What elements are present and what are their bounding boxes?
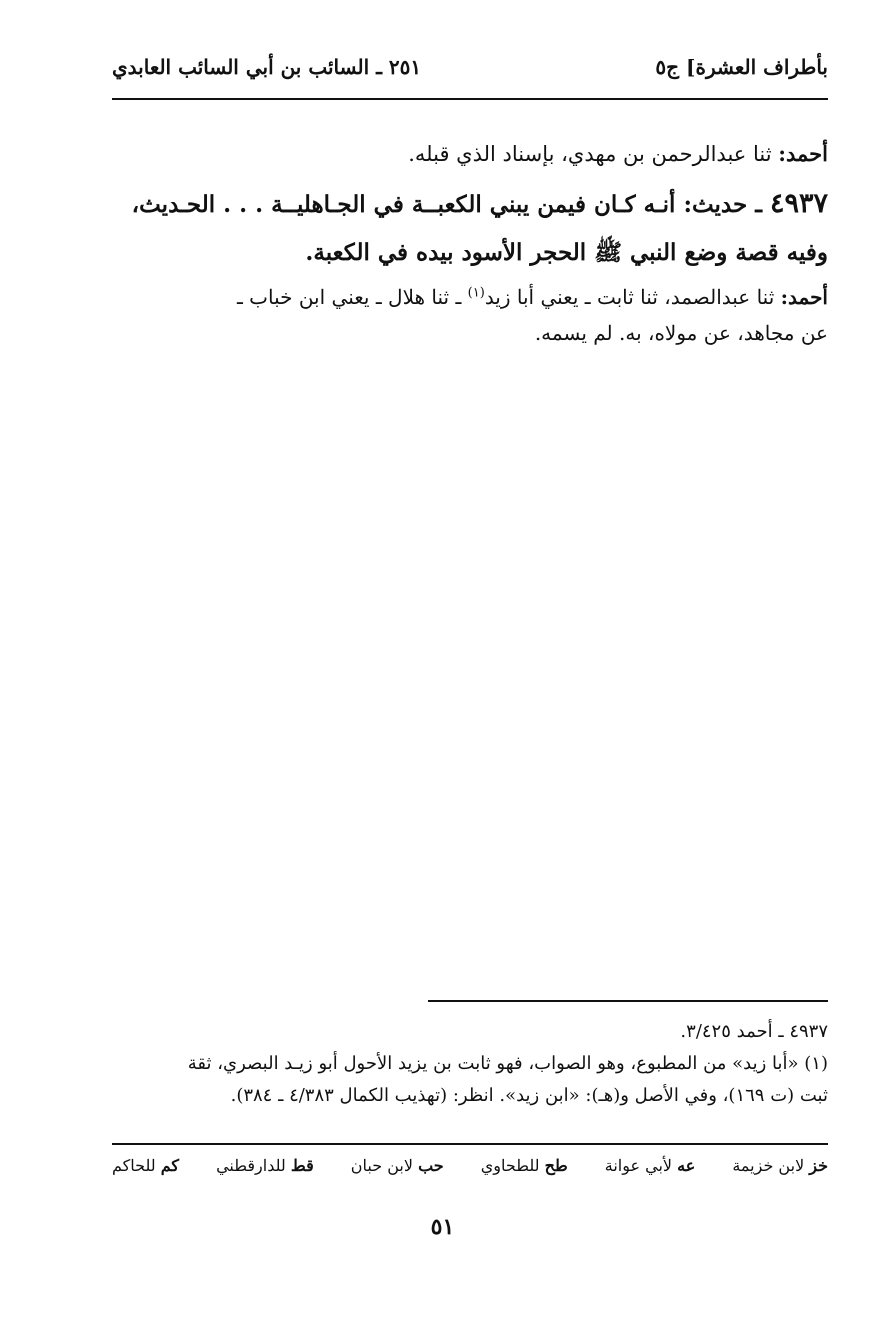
narrator-name: أحمد:	[778, 141, 828, 166]
abbrev-item: حب لابن حبان	[350, 1156, 444, 1175]
paragraph-isnad-1	[112, 136, 828, 172]
abbreviation-legend	[112, 1156, 828, 1175]
abbrev-item: خز لابن خزيمة	[732, 1156, 828, 1175]
hadith-entry	[112, 180, 828, 277]
page-number: ٥١	[430, 1214, 455, 1240]
isnad-text: ثنا عبدالرحمن بن مهدي، بإسناد الذي قبله.	[408, 142, 772, 166]
footnote-1-line1: (١) «أبا زيد» من المطبوع، وهو الصواب، فهو ثابت بن يزيد الأحول أبو زيـد البصري، ثقة	[187, 1053, 828, 1074]
header-rule	[112, 98, 828, 100]
footnote-marker[interactable]: (١)	[467, 285, 485, 301]
isnad-line1: ثنا عبدالصمد، ثنا ثابت ـ يعني أبا زيد	[484, 285, 775, 309]
footnote-separator	[428, 1000, 828, 1002]
hadith-number: ٤٩٣٧	[769, 188, 828, 219]
isnad-line2: عن مجاهد، عن مولاه، به. لم يسمه.	[534, 321, 828, 345]
hadith-text-line2: وفيه قصة وضع النبي ﷺ الحجر الأسود بيده في الكعبة.	[305, 239, 828, 266]
narrator-name-2: أحمد:	[780, 285, 828, 309]
abbrev-item: قط للدارقطني	[216, 1156, 314, 1175]
isnad-line1-end: ـ ثنا هلال ـ يعني ابن خباب ـ	[236, 285, 462, 309]
running-header	[112, 48, 828, 86]
abbrev-item: كم للحاكم	[112, 1156, 180, 1175]
abbrev-item: عه لأبي عوانة	[604, 1156, 696, 1175]
footnotes	[112, 1016, 828, 1112]
paragraph-isnad-2	[112, 279, 828, 351]
section-title: ٢٥١ ـ السائب بن أبي السائب العابدي	[112, 55, 422, 79]
book-title: بأطراف العشرة] ج٥	[655, 55, 828, 79]
main-text	[112, 136, 828, 351]
abbrev-item: طح للطحاوي	[480, 1156, 568, 1175]
footnote-reference: ٤٩٣٧ ـ أحمد ٣/٤٢٥.	[680, 1021, 828, 1042]
hadith-text-line1: ـ حديث: أنـه كـان فيمن يبني الكعبــة في الجـاهليــة . . . الحـديث،	[131, 191, 762, 218]
footer-rule	[112, 1143, 828, 1145]
footnote-1-line2: ثبت (ت ١٦٩)، وفي الأصل و(هـ): «ابن زيد». انظر: (تهذيب الكمال ٤/٣٨٣ ـ ٣٨٤).	[230, 1085, 828, 1106]
